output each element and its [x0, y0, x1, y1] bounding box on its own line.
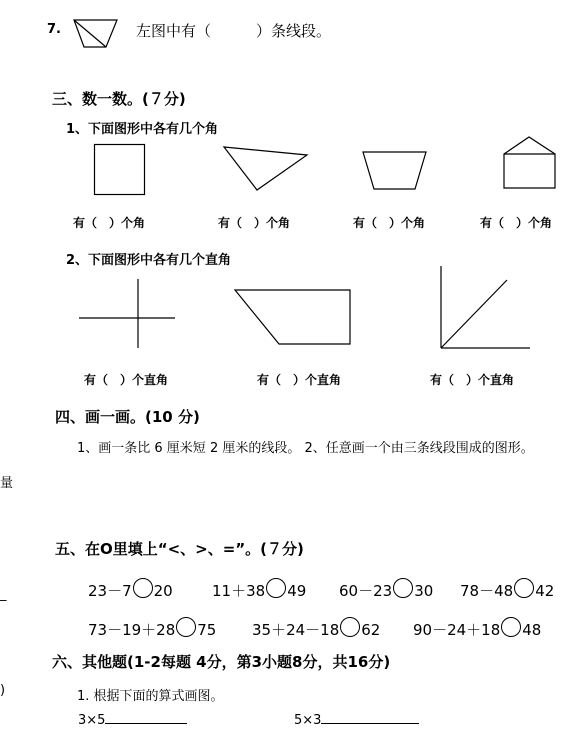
right-trapezoid-icon [234, 289, 352, 345]
answer-circle[interactable] [266, 578, 286, 598]
question-7-text: 左图中有（ ）条线段。 [136, 22, 332, 40]
question-7-number: 7. [47, 22, 61, 37]
angle-caption-4: 有（ ）个角 [480, 216, 553, 230]
compare-item: 73－19＋28 75 [88, 617, 216, 640]
section-3-heading: 三、数一数。(７分) [52, 90, 186, 108]
compare-item: 78－48 42 [460, 578, 554, 601]
angle-caption-3: 有（ ）个角 [353, 216, 426, 230]
compare-item: 11＋38 49 [212, 578, 306, 601]
answer-circle[interactable] [393, 578, 413, 598]
formula-line: 3×5 [78, 713, 187, 728]
answer-circle[interactable] [176, 617, 196, 637]
compare-item: 23－7 20 [88, 578, 173, 601]
margin-mark: ) [0, 683, 6, 698]
triangle-icon [223, 146, 309, 192]
drawing-blank[interactable] [321, 723, 419, 724]
compare-item: 90－24＋18 48 [413, 617, 541, 640]
angle-with-diagonal-icon [440, 265, 532, 349]
trapezoid-with-diagonal-icon [73, 19, 118, 49]
right-angle-caption-1: 有（ ）个直角 [84, 373, 169, 387]
section-3-q1-title: 1、下面图形中各有几个角 [66, 122, 219, 137]
house-pentagon-icon [503, 136, 557, 190]
right-angle-caption-3: 有（ ）个直角 [430, 373, 515, 387]
section-6-q1-text: 1. 根据下面的算式画图。 [77, 689, 224, 704]
square-icon [94, 144, 146, 196]
section-4-heading: 四、画一画。(10 分) [55, 408, 200, 426]
angle-caption-2: 有（ ）个角 [218, 216, 291, 230]
answer-circle[interactable] [514, 578, 534, 598]
compare-item: 60－23 30 [339, 578, 433, 601]
angle-caption-1: 有（ ）个角 [73, 216, 146, 230]
compare-item: 35＋24－18 62 [252, 617, 380, 640]
margin-mark: 量 [0, 476, 14, 491]
cross-lines-icon [78, 278, 176, 350]
section-3-q2-title: 2、下面图形中各有几个直角 [66, 253, 232, 268]
answer-circle[interactable] [133, 578, 153, 598]
trapezoid-icon [362, 150, 428, 192]
section-6-heading: 六、其他题(1-2每题 4分，第3小题8分，共16分) [52, 653, 391, 671]
section-5-heading: 五、在O里填上“<、>、=”。(７分) [55, 540, 304, 558]
formula-line: 5×3 [294, 713, 419, 728]
margin-mark: _ [0, 587, 7, 602]
answer-circle[interactable] [501, 617, 521, 637]
drawing-blank[interactable] [105, 723, 187, 724]
section-4-instructions: 1、画一条比 6 厘米短 2 厘米的线段。 2、任意画一个由三条线段围成的图形。 [77, 441, 534, 456]
right-angle-caption-2: 有（ ）个直角 [257, 373, 342, 387]
answer-circle[interactable] [340, 617, 360, 637]
